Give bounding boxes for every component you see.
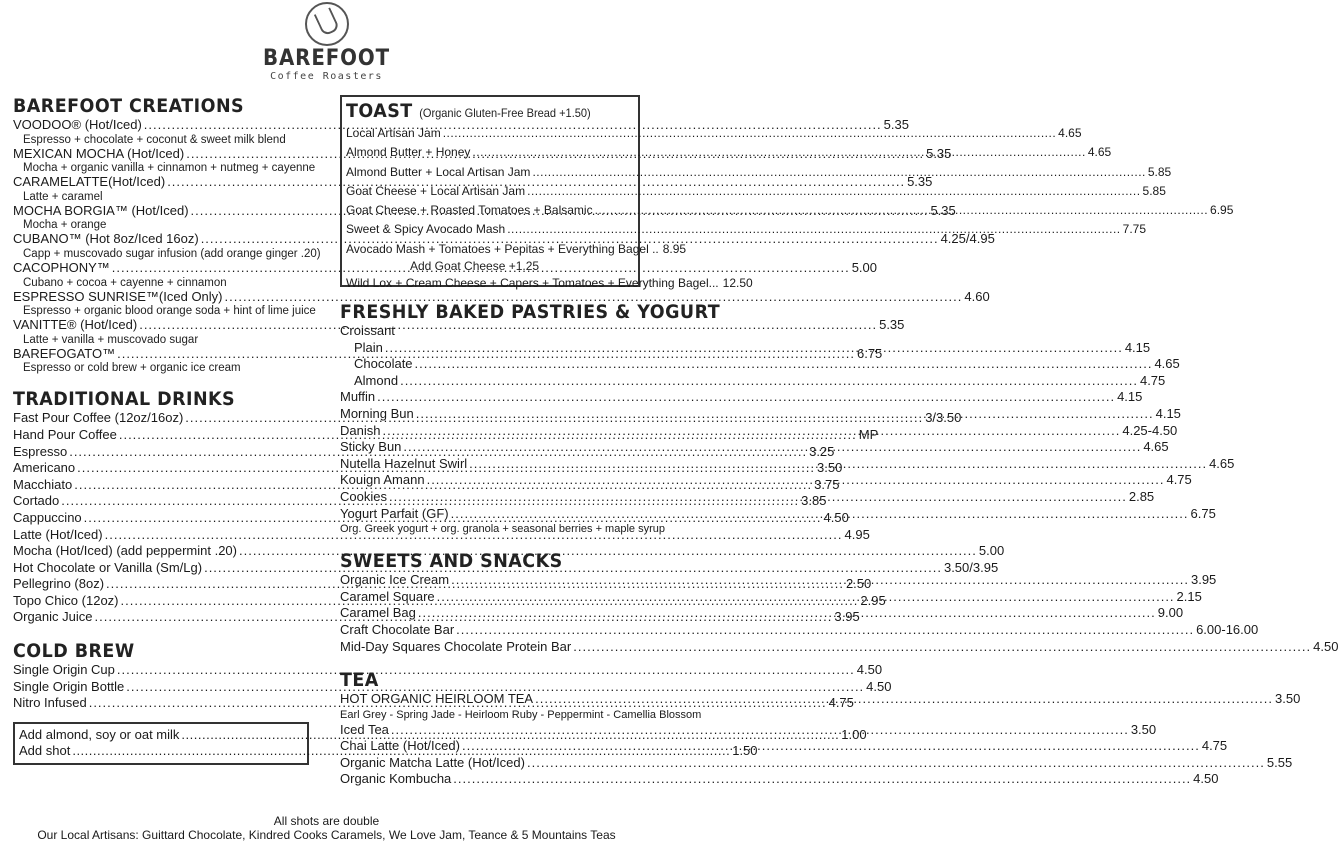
- menu-item: [13, 662, 883, 679]
- item-name: Add shot: [19, 743, 71, 759]
- item-name: ESPRESSO SUNRISE™(Iced Only): [13, 288, 223, 304]
- item-price: 3.50: [1275, 691, 1301, 707]
- toast-header: [346, 100, 611, 124]
- item-name: Caramel Square: [340, 588, 435, 604]
- footer-artisans: Our Local Artisans: Guittard Chocolate, Kindred Cooks Caramels, We Love Jam, Teance & 5 Mountains Teas: [37, 828, 616, 842]
- item-price: 5.35: [907, 174, 933, 190]
- item-name: Almond: [354, 372, 399, 388]
- menu-item-row: [340, 389, 1143, 406]
- item-price: 4.25/4.95: [940, 231, 995, 247]
- item-name: VANITTE® (Hot/Iced): [13, 317, 138, 333]
- item-price: 6.75: [1190, 505, 1216, 521]
- item-name: CUBANO™ (Hot 8oz/Iced 16oz): [13, 231, 199, 247]
- item-leader-dots: [416, 406, 1154, 423]
- item-name: CARAMELATTE(Hot/Iced): [13, 174, 166, 190]
- item-leader-dots: [472, 143, 1085, 162]
- item-name: Organic Matcha Latte (Hot/Iced): [340, 754, 525, 770]
- item-name: Cookies: [340, 488, 387, 504]
- item-leader-dots: [403, 439, 1141, 456]
- item-price: 4.15: [1117, 389, 1143, 405]
- item-price: 4.65: [1058, 126, 1082, 140]
- item-leader-dots: [456, 622, 1194, 639]
- brand-subtitle: Coffee Roasters: [270, 71, 383, 82]
- item-price: 4.50: [856, 662, 883, 678]
- item-price: 6.75: [856, 345, 883, 361]
- item-price: 5.00: [978, 543, 1005, 559]
- item-price: 9.00: [1157, 605, 1184, 621]
- item-price: 4.65: [1154, 356, 1180, 372]
- croissant-group-label: Croissant: [340, 323, 395, 338]
- menu-item: [340, 771, 1219, 788]
- item-leader-dots: [451, 506, 1189, 523]
- item-name: Cortado: [13, 493, 60, 509]
- section-title: FRESHLY BAKED PASTRIES & YOGURT: [340, 301, 721, 323]
- item-price: 5.35: [879, 317, 905, 333]
- item-price: 1.50: [732, 743, 758, 759]
- item-price: 5.85: [1147, 164, 1172, 179]
- menu-item: [340, 754, 1293, 772]
- item-leader-dots: [532, 163, 1145, 182]
- item-name: Sticky Bun: [340, 439, 402, 455]
- item-name: Danish: [340, 422, 381, 438]
- item-name: Macchiato: [13, 476, 73, 492]
- item-description: Mocha + orange: [23, 219, 107, 232]
- brand-logo: [0, 2, 653, 82]
- item-price: 5.35: [930, 202, 956, 218]
- item-price: 2.95: [860, 592, 886, 608]
- item-price: 2.15: [1176, 588, 1202, 604]
- menu-item-row: [340, 356, 1180, 373]
- item-leader-dots: [527, 755, 1265, 772]
- item-name: Iced Tea: [340, 721, 389, 737]
- item-name: Organic Kombucha: [340, 771, 452, 787]
- footer-shots-note: All shots are double: [273, 814, 380, 828]
- section-title: BAREFOOT CREATIONS: [13, 95, 245, 117]
- item-name: Topo Chico (12oz): [13, 592, 119, 608]
- item-price: 4.75: [1201, 738, 1228, 754]
- brand-name: BAREFOOT: [262, 46, 391, 71]
- menu-item: [13, 543, 1005, 560]
- section-title: SWEETS AND SNACKS: [340, 550, 563, 573]
- item-price: 8.95: [662, 241, 687, 256]
- menu-item-row: [340, 771, 1219, 788]
- item-price: 3.50: [1130, 721, 1157, 737]
- menu-item: [340, 389, 1143, 406]
- item-price: 2.85: [1128, 488, 1155, 504]
- item-leader-dots: [415, 356, 1153, 373]
- item-price: 3.50/3.95: [943, 559, 999, 575]
- item-price: 4.60: [964, 288, 990, 304]
- item-leader-dots: [595, 201, 1208, 220]
- item-leader-dots: [382, 423, 1120, 440]
- item-price: 5.00: [851, 259, 877, 275]
- menu-item-row: [340, 754, 1293, 772]
- item-leader-dots: [443, 124, 1056, 143]
- tea-varieties: Earl Grey - Spring Jade - Heirloom Ruby - Peppermint - Camellia Blossom: [340, 708, 702, 721]
- item-name: Nutella Hazelnut Swirl: [340, 455, 468, 471]
- item-name: Almond Butter + Local Artisan Jam: [346, 164, 531, 179]
- item-price: 1.00: [841, 726, 867, 742]
- toast-note: (Organic Gluten-Free Bread +1.50): [419, 106, 591, 120]
- item-name: MEXICAN MOCHA (Hot/Iced): [13, 145, 185, 161]
- item-price: 4.95: [844, 526, 870, 542]
- item-price: 4.15: [1155, 405, 1181, 421]
- item-price: MP: [858, 426, 879, 442]
- menu-item-row: [13, 543, 1005, 560]
- item-description: Mocha + organic vanilla + cinnamon + nutmeg + cayenne: [23, 162, 316, 175]
- menu-item-row: [340, 638, 1338, 656]
- item-price: 4.15: [1124, 339, 1151, 355]
- item-name: Kouign Amann: [340, 472, 425, 488]
- item-description: Cubano + cocoa + cayenne + cinnamon: [23, 276, 227, 289]
- item-name: Goat Cheese + Roasted Tomatoes + Balsamic: [346, 203, 593, 218]
- item-leader-dots: [507, 220, 1120, 239]
- item-name: Cappuccino: [13, 509, 82, 525]
- menu-item-row: [13, 662, 883, 679]
- item-price: 4.75: [828, 695, 854, 711]
- item-name: Nitro Infused: [13, 695, 87, 711]
- item-leader-dots: [400, 373, 1138, 390]
- item-price: 4.75: [1139, 372, 1166, 388]
- item-name: Chai Latte (Hot/Iced): [340, 738, 460, 754]
- item-leader-dots: [527, 182, 1140, 201]
- item-price: 4.50: [1193, 771, 1219, 787]
- item-price: 6.95: [1210, 203, 1234, 218]
- menu-item-row: [346, 240, 687, 259]
- item-price: 7.75: [1122, 222, 1146, 237]
- item-name: Caramel Bag: [340, 605, 416, 621]
- item-price: 12.50: [722, 276, 753, 291]
- item-leader-dots: [385, 340, 1123, 357]
- item-price: 3/3.50: [925, 410, 962, 426]
- item-name: Chocolate: [354, 356, 413, 372]
- item-price: 6.00-16.00: [1196, 621, 1259, 637]
- menu-item: [346, 274, 753, 293]
- item-name: Hot Chocolate or Vanilla (Sm/Lg): [13, 559, 203, 575]
- item-name: Craft Chocolate Bar: [340, 621, 455, 637]
- item-leader-dots: [418, 605, 1156, 622]
- item-name: Fast Pour Coffee (12oz/16oz): [13, 410, 184, 426]
- item-name: Hand Pour Coffee: [13, 426, 117, 442]
- item-price: 4.50: [823, 509, 849, 525]
- item-name: BAREFOGATO™: [13, 345, 116, 361]
- menu-item-row: [13, 231, 995, 248]
- item-leader-dots: [391, 722, 1129, 739]
- item-price: 2.50: [845, 576, 872, 592]
- item-name: Plain: [354, 339, 383, 355]
- item-name: VOODOO® (Hot/Iced): [13, 117, 142, 132]
- item-description: Latte + vanilla + muscovado sugar: [23, 333, 199, 346]
- item-name: Yogurt Parfait (GF): [340, 505, 449, 521]
- section-title: COLD BREW: [13, 640, 135, 663]
- item-description: Espresso or cold brew + organic ice cream: [23, 362, 241, 375]
- item-name: Americano: [13, 460, 76, 476]
- barefoot-logo-icon: [305, 2, 349, 46]
- item-name: HOT ORGANIC HEIRLOOM TEA: [340, 691, 534, 707]
- item-description: Espresso + chocolate + coconut & sweet milk blend: [23, 133, 286, 146]
- item-price: 4.25-4.50: [1122, 422, 1178, 438]
- section-title: TRADITIONAL DRINKS: [13, 388, 236, 411]
- item-name: Add almond, soy or oat milk: [19, 726, 180, 742]
- section-title: TOAST: [346, 100, 413, 122]
- item-description: Espresso + organic blood orange soda + hint of lime juice: [23, 305, 316, 318]
- item-name: Organic Juice: [13, 609, 93, 625]
- item-extra: Add Goat Cheese +1.25: [410, 259, 540, 274]
- menu-item: [340, 638, 1338, 656]
- item-name: Morning Bun: [340, 405, 414, 421]
- item-name: Single Origin Bottle: [13, 678, 125, 694]
- menu-item-row: [346, 274, 753, 293]
- item-name: Mocha (Hot/Iced) (add peppermint .20): [13, 543, 237, 559]
- menu-item-row: [340, 372, 1166, 390]
- item-name: Local Artisan Jam: [346, 126, 441, 140]
- item-name: Almond Butter + Honey: [346, 145, 471, 160]
- item-price: 4.50: [1313, 638, 1338, 654]
- item-price: 5.85: [1142, 183, 1166, 198]
- item-leader-dots: [389, 489, 1127, 506]
- item-name: Avocado Mash + Tomatoes + Pepitas + Everything Bagel ..: [346, 241, 659, 256]
- item-price: 4.75: [1166, 472, 1192, 488]
- menu-item: [340, 621, 1259, 639]
- item-leader-dots: [437, 589, 1175, 606]
- item-leader-dots: [451, 572, 1189, 589]
- parfait-note: Org. Greek yogurt + org. granola + seasonal berries + maple syrup: [340, 523, 665, 536]
- menu-item: [340, 356, 1180, 373]
- item-price: 3.50: [817, 460, 843, 476]
- item-leader-dots: [453, 771, 1191, 788]
- item-price: 4.65: [1143, 439, 1169, 455]
- item-name: CACOPHONY™: [13, 259, 110, 275]
- item-leader-dots: [427, 472, 1165, 489]
- item-leader-dots: [377, 389, 1115, 406]
- item-name: Mid-Day Squares Chocolate Protein Bar: [340, 638, 572, 654]
- item-description: Capp + muscovado sugar infusion (add orange ginger .20): [23, 247, 321, 260]
- item-name: MOCHA BORGIA™ (Hot/Iced): [13, 202, 189, 218]
- item-leader-dots: [469, 456, 1207, 473]
- menu-item-row: [13, 288, 990, 306]
- item-price: 5.55: [1266, 754, 1293, 770]
- menu-item: [346, 240, 687, 274]
- item-name: Goat Cheese + Local Artisan Jam: [346, 183, 526, 198]
- item-price: 3.95: [834, 609, 860, 625]
- item-name: Organic Ice Cream: [340, 572, 450, 588]
- item-price: 3.25: [809, 443, 835, 459]
- menu-item-row: [340, 621, 1259, 639]
- item-name: Muffin: [340, 389, 376, 405]
- item-description: Latte + caramel: [23, 190, 103, 203]
- item-price: 4.65: [1087, 145, 1112, 160]
- item-name: Single Origin Cup: [13, 662, 115, 678]
- item-price: 4.50: [866, 678, 892, 694]
- item-name: Pellegrino (8oz): [13, 576, 105, 592]
- item-price: 3.95: [1190, 572, 1217, 588]
- item-price: 3.75: [814, 476, 840, 492]
- section-title: TEA: [340, 669, 379, 692]
- item-name: Espresso: [13, 443, 68, 459]
- item-name: Latte (Hot/Iced): [13, 526, 103, 542]
- item-leader-dots: [462, 738, 1200, 755]
- menu-item: [340, 372, 1166, 390]
- item-price: 5.35: [926, 145, 952, 161]
- item-leader-dots: [573, 639, 1311, 656]
- item-name: Wild Lox + Cream Cheese + Capers + Tomatoes + Everything Bagel...: [346, 276, 719, 291]
- item-price: 3.85: [801, 493, 827, 509]
- item-price: 5.35: [883, 117, 909, 132]
- item-price: 4.65: [1209, 455, 1235, 471]
- item-name: Sweet & Spicy Avocado Mash: [346, 222, 506, 237]
